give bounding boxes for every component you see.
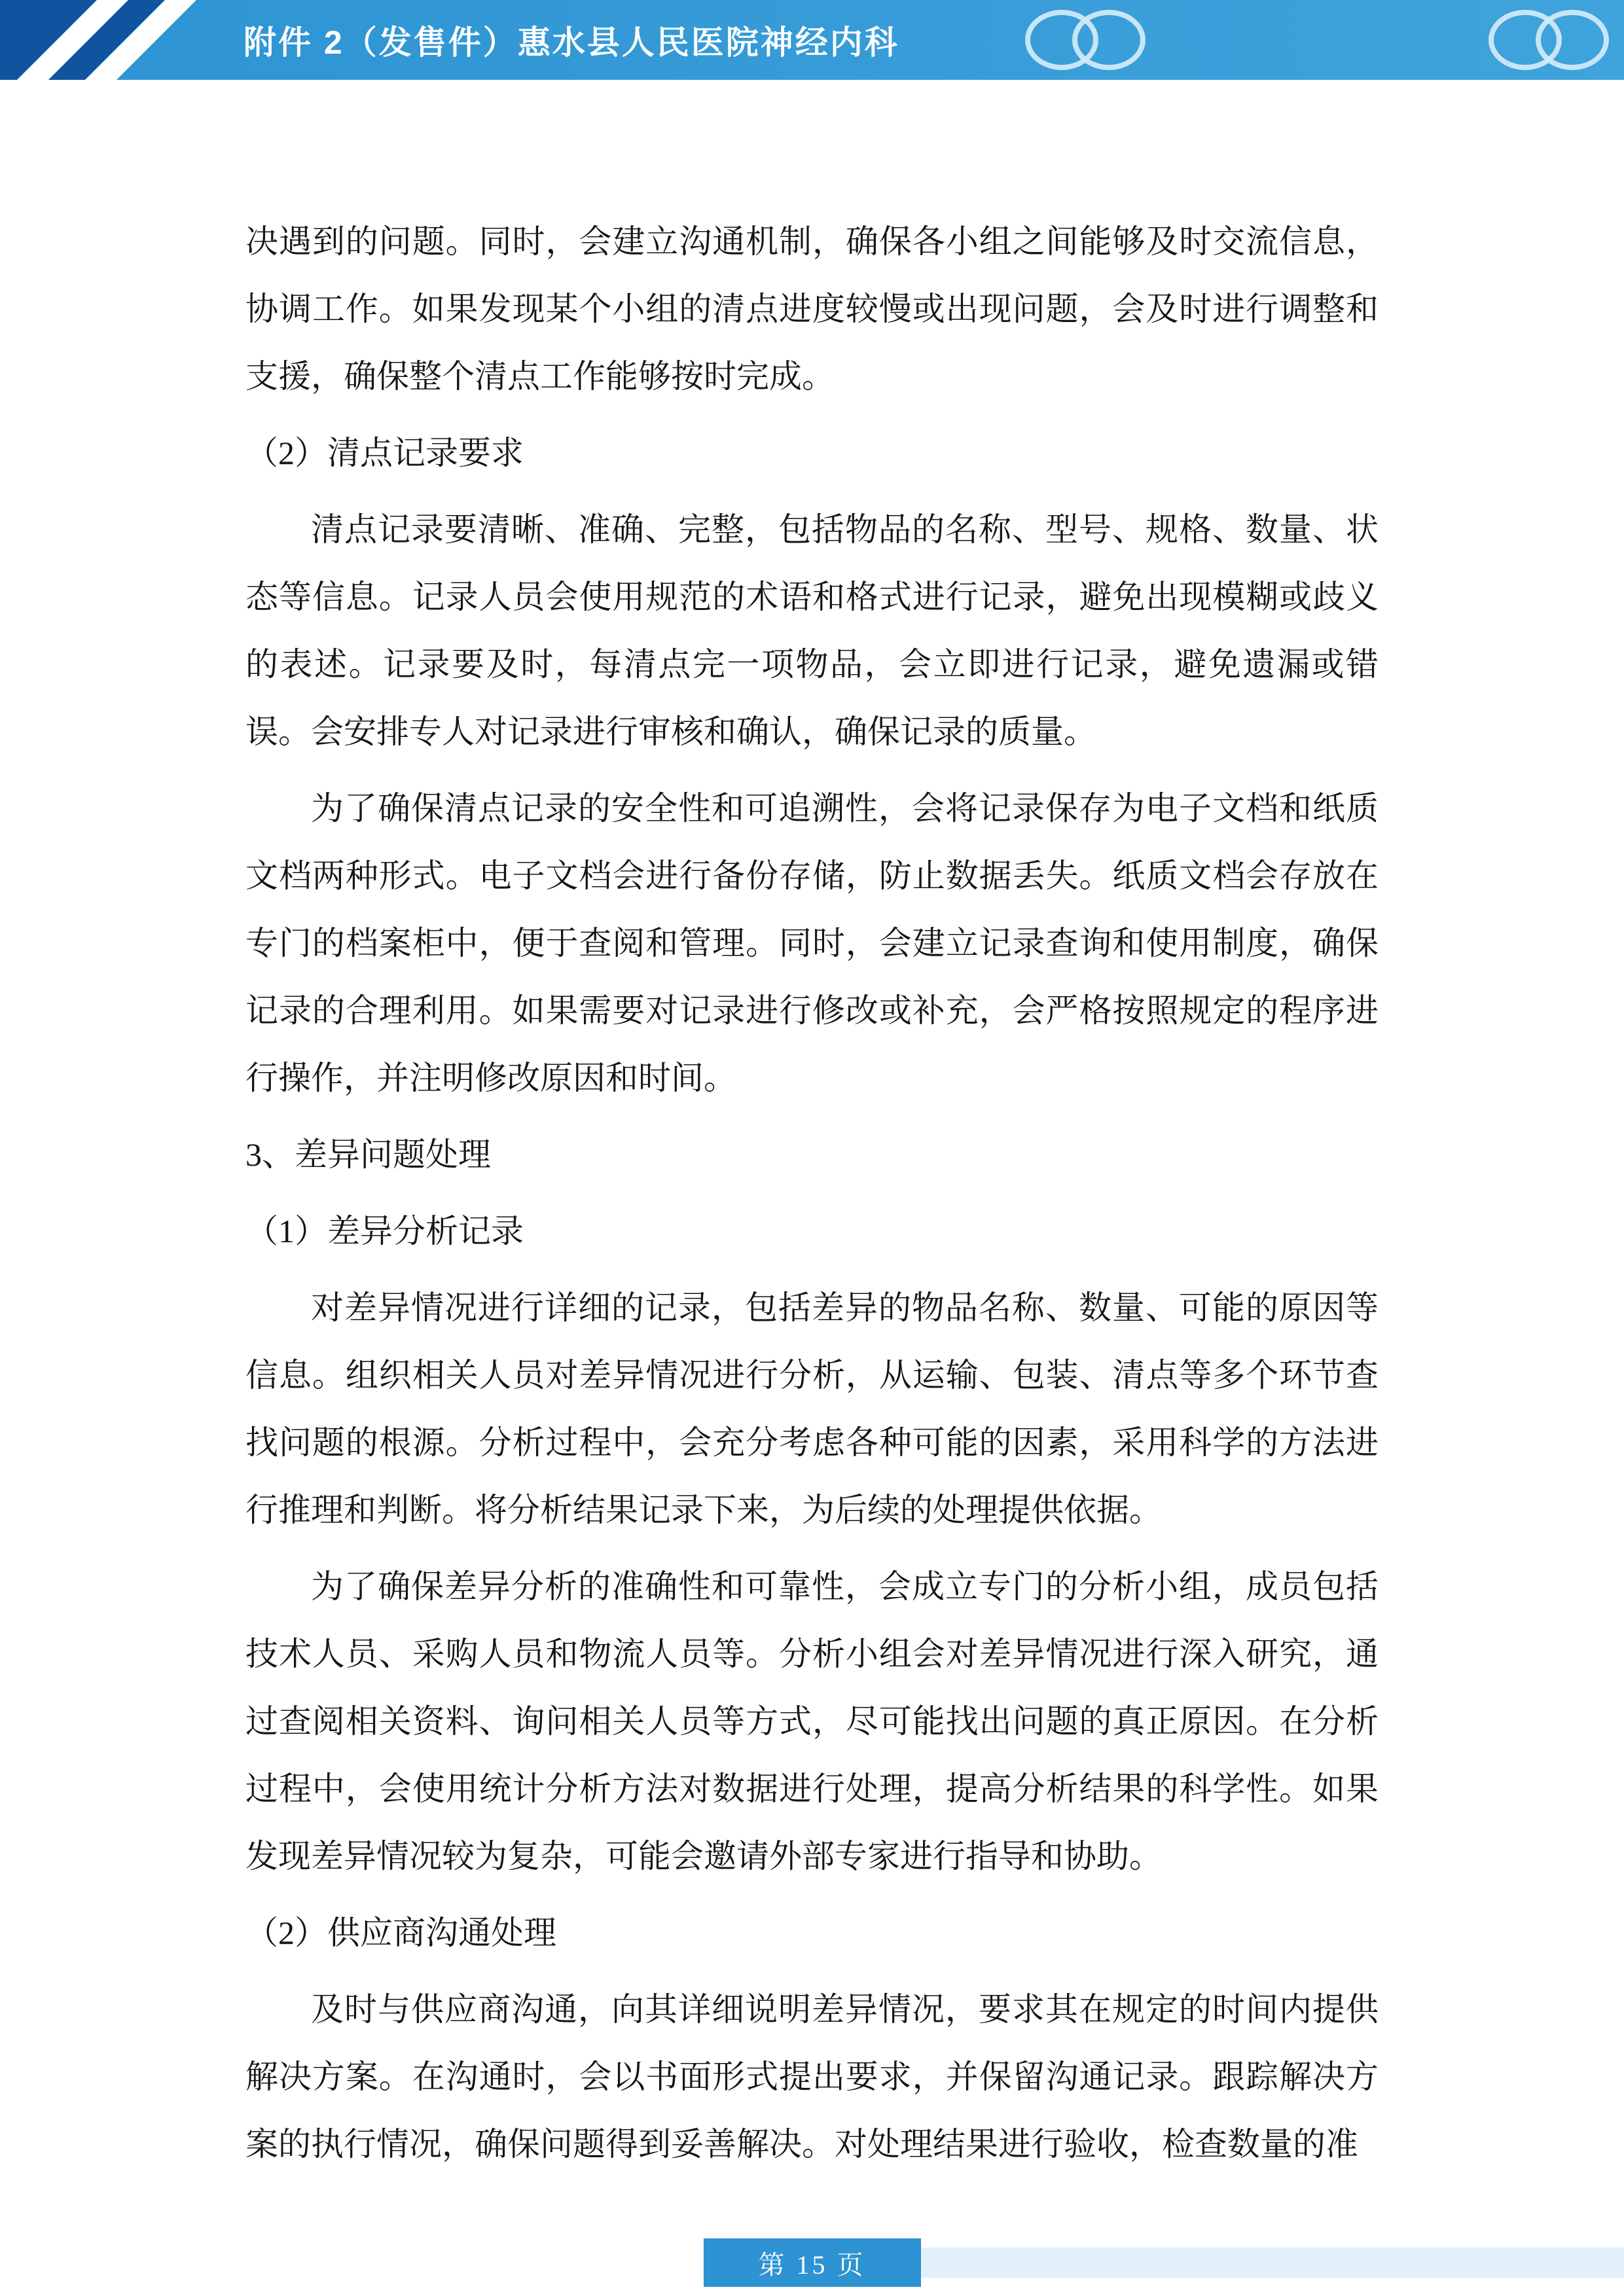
section-heading: （1）差异分析记录 <box>245 1213 524 1249</box>
header-title: 附件 2（发售件）惠水县人民医院神经内科 <box>244 24 899 61</box>
page-number-badge: 第 15 页 <box>704 2238 921 2287</box>
page-header <box>0 0 1624 80</box>
body-paragraph: 对差异情况进行详细的记录，包括差异的物品名称、数量、可能的原因等信息。组织相关人员对差异情况进行分析，从运输、包装、清点等多个环节查找问题的根源。分析过程中，会充分考虑各种可能的因素，采用科学的方法进行推理和判断。将分析结果记录下来，为后续的处理提供依据。 <box>245 1289 1379 1528</box>
section-heading: （2）清点记录要求 <box>245 435 524 471</box>
section-heading: （2）供应商沟通处理 <box>245 1914 556 1951</box>
body-paragraph: 及时与供应商沟通，向其详细说明差异情况，要求其在规定的时间内提供解决方案。在沟通时，会以书面形式提出要求，并保留沟通记录。跟踪解决方案的执行情况，确保问题得到妥善解决。对处理结果进行验收，检查数量的准 <box>245 1991 1379 2162</box>
corner-stripes-decoration <box>0 0 276 80</box>
body-paragraph: 为了确保清点记录的安全性和可追溯性，会将记录保存为电子文档和纸质文档两种形式。电子文档会进行备份存储，防止数据丢失。纸质文档会存放在专门的档案柜中，便于查阅和管理。同时，会建立记录查询和使用制度，确保记录的合理利用。如果需要对记录进行修改或补充，会严格按照规定的程序进行操作，并注明修改原因和时间。 <box>245 790 1379 1096</box>
document-body <box>245 208 1379 2178</box>
paragraph-container <box>245 208 1379 2178</box>
interlocked-rings-icon <box>1017 4 1155 76</box>
footer-strip-decoration <box>919 2248 1624 2278</box>
body-paragraph: 决遇到的问题。同时，会建立沟通机制，确保各小组之间能够及时交流信息，协调工作。如果发现某个小组的清点进度较慢或出现问题，会及时进行调整和支援，确保整个清点工作能够按时完成。 <box>245 223 1379 395</box>
section-heading: 3、差异问题处理 <box>245 1136 491 1173</box>
interlocked-rings-icon <box>1481 4 1618 76</box>
body-paragraph: 为了确保差异分析的准确性和可靠性，会成立专门的分析小组，成员包括技术人员、采购人员和物流人员等。分析小组会对差异情况进行深入研究，通过查阅相关资料、询问相关人员等方式，尽可能找出问题的真正原因。在分析过程中，会使用统计分析方法对数据进行处理，提高分析结果的科学性。如果发现差异情况较为复杂，可能会邀请外部专家进行指导和协助。 <box>245 1568 1379 1874</box>
body-paragraph: 清点记录要清晰、准确、完整，包括物品的名称、型号、规格、数量、状态等信息。记录人员会使用规范的术语和格式进行记录，避免出现模糊或歧义的表述。记录要及时，每清点完一项物品，会立即进行记录，避免遗漏或错误。会安排专人对记录进行审核和确认，确保记录的质量。 <box>245 511 1379 750</box>
